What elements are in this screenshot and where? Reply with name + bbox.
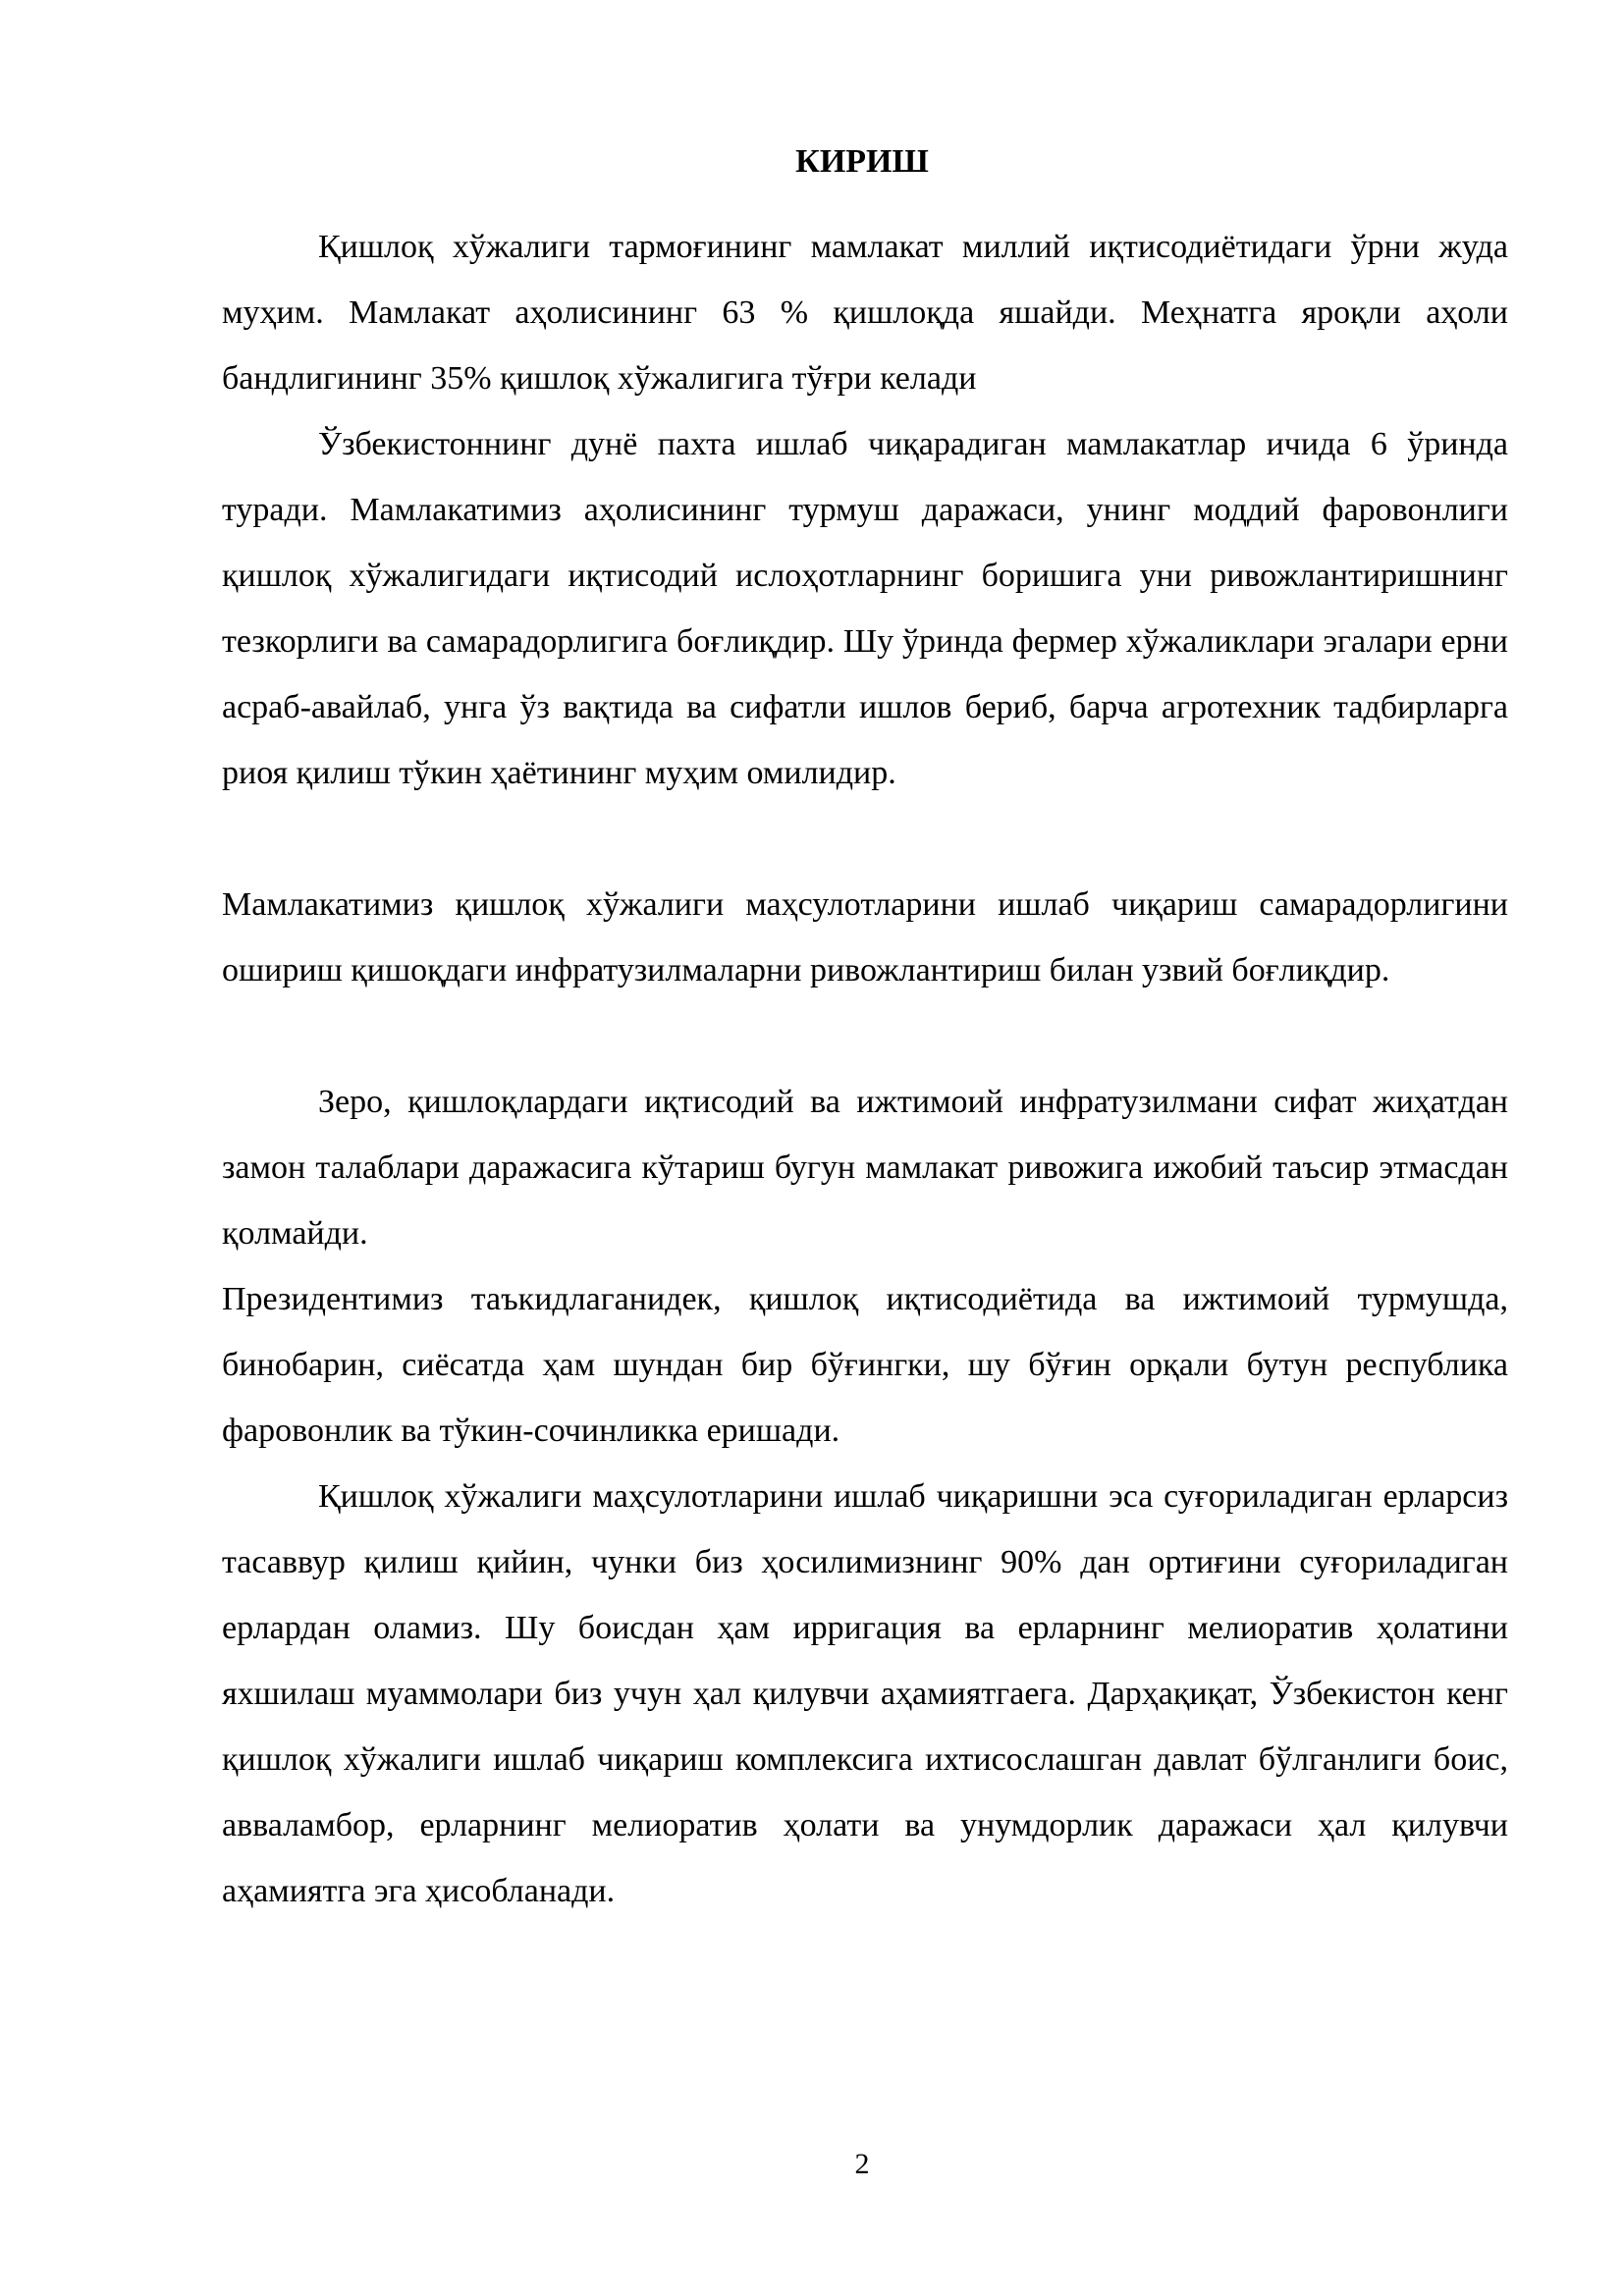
paragraph-1: Қишлоқ хўжалиги тармоғининг мамлакат миллий иқтисодиётидаги ўрни жуда муҳим. Мамлакат аҳолисининг 63 % қишлоқда яшайди. Меҳнатга яроқли аҳоли бандлигининг 35% қишлоқ хўжалигига тўғри келади xyxy=(222,229,1508,397)
page-title: КИРИШ xyxy=(795,143,929,180)
paragraph-2: Ўзбекистоннинг дунё пахта ишлаб чиқарадиган мамлакатлар ичида 6 ўринда туради. Мамлакатимиз аҳолисининг турмуш даражаси, унинг моддий фаровонлиги қишлоқ хўжалигидаги иқтисодий ислоҳотларнинг боришига уни ривожлантиришнинг тезкорлиги ва самарадорлигига боғлиқдир. Шу ўринда фермер хўжаликлари эгалари ерни асраб-авайлаб, унга ўз вақтида ва сифатли ишлов бериб, барча агротехник тадбирларга риоя қилиш тўкин ҳаётининг муҳим омилидир. xyxy=(222,426,1508,791)
paragraph-4: Зеро, қишлоқлардаги иқтисодий ва ижтимоий инфратузилмани сифат жиҳатдан замон талаблари даражасига кўтариш бугун мамлакат ривожига ижобий таъсир этмасдан қолмайди. xyxy=(222,1084,1508,1252)
paragraph-6: Қишлоқ хўжалиги маҳсулотларини ишлаб чиқаришни эса суғориладиган ерларсиз тасаввур қилиш қийин, чунки биз ҳосилимизнинг 90% дан ортиғини суғориладиган ерлардан оламиз. Шу боисдан ҳам ирригация ва ерларнинг мелиоратив ҳолатини яхшилаш муаммолари биз учун ҳал қилувчи аҳамиятгаега. Дарҳақиқат, Ўзбекистон кенг қишлоқ хўжалиги ишлаб чиқариш комплексига ихтисослашган давлат бўлганлиги боис, авваламбор, ерларнинг мелиоратив ҳолати ва унумдорлик даражаси ҳал қилувчи аҳамиятга эга ҳисобланади. xyxy=(222,1478,1508,1909)
paragraph-5: Президентимиз таъкидлаганидек, қишлоқ иқтисодиётида ва ижтимоий турмушда, бинобарин, сиёсатда ҳам шундан бир бўғингки, шу бўғин орқали бутун республика фаровонлик ва тўкин-сочинликка еришади. xyxy=(222,1281,1508,1449)
paragraph-3: Мамлакатимиз қишлоқ хўжалиги маҳсулотларини ишлаб чиқариш самарадорлигини ошириш қишоқдаги инфратузилмаларни ривожлантириш билан узвий боғлиқдир. xyxy=(222,886,1508,988)
page-number: 2 xyxy=(854,2148,870,2180)
